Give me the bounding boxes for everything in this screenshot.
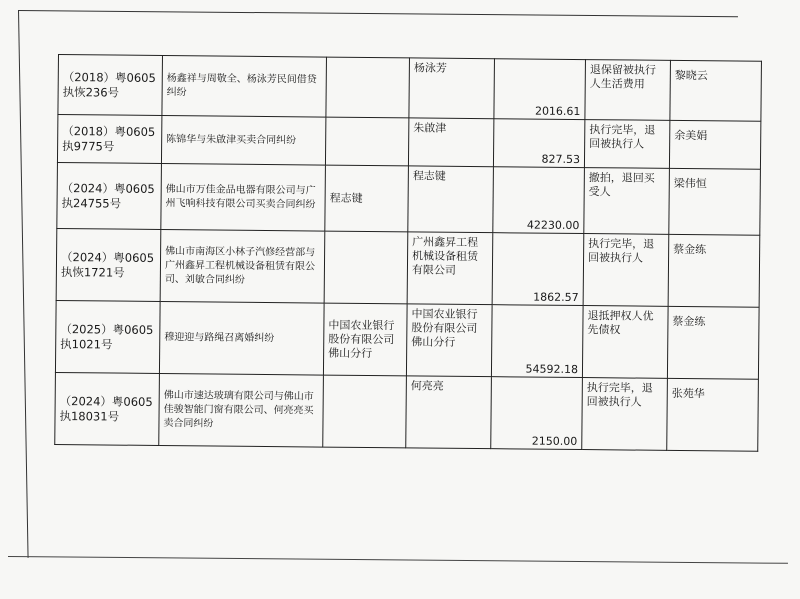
amount-cell: 2150.00 [491, 377, 583, 450]
judge-cell: 梁伟恒 [669, 168, 761, 235]
page-border-left [18, 10, 29, 558]
amount-cell: 827.53 [493, 119, 584, 168]
reason-cell: 执行完毕，退回被执行人 [583, 234, 669, 307]
case-number-cell: （2018）粤0605执恢236号 [58, 55, 163, 116]
judge-cell: 蔡金练 [668, 234, 760, 307]
judge-cell: 蔡金练 [667, 306, 759, 379]
judge-cell: 张苑华 [667, 378, 759, 451]
case-cause-cell: 陈锦华与朱啟津买卖合同纠纷 [161, 116, 325, 166]
case-cause-cell: 佛山市南海区小林子汽修经营部与广州鑫昇工程机械设备租赁有限公司、刘敏合同纠纷 [160, 229, 325, 303]
case-number-cell: （2024）粤0605执18031号 [55, 372, 160, 445]
reason-cell: 退保留被执行人生活费用 [585, 60, 671, 121]
table-row [58, 55, 762, 122]
refund-table [54, 54, 762, 452]
case-cause-cell: 佛山市速达玻璃有限公司与佛山市佳骏智能门窗有限公司、何亮亮买卖合同纠纷 [159, 373, 324, 447]
amount-cell: 42230.00 [493, 167, 585, 234]
page-border-top [18, 10, 738, 17]
case-cause-cell: 穆迎迎与路绳召离婚纠纷 [159, 301, 324, 375]
judge-cell: 余美娟 [669, 120, 760, 169]
reason-cell: 执行完毕，退回被执行人 [582, 378, 668, 451]
party-cell: 中国农业银行股份有限公司佛山分行 [323, 303, 407, 376]
amount-cell: 2016.61 [494, 59, 586, 120]
executed-party-cell: 何亮亮 [406, 376, 492, 449]
reason-cell: 撤拍，退回买受人 [584, 168, 670, 235]
case-cause-cell: 佛山市万佳金品电器有限公司与广州飞响科技有限公司买卖合同纠纷 [161, 163, 326, 231]
reason-cell: 退抵押权人优先债权 [582, 306, 668, 379]
table-row [55, 372, 759, 451]
executed-party-cell: 朱啟津 [408, 118, 493, 167]
table-row [57, 115, 760, 170]
reason-cell: 执行完毕，退回被执行人 [584, 120, 669, 169]
page-border-bottom [8, 556, 788, 564]
executed-party-cell: 广州鑫昇工程机械设备租赁有限公司 [407, 232, 493, 305]
case-cause-cell: 杨鑫祥与周敬全、杨泳芳民间借贷纠纷 [162, 56, 327, 118]
case-number-cell: （2024）粤0605执恢1721号 [56, 228, 161, 301]
party-cell [323, 375, 407, 448]
case-number-cell: （2018）粤0605执9775号 [57, 115, 161, 164]
case-number-cell: （2025）粤0605执1021号 [55, 300, 160, 373]
amount-cell: 54592.18 [491, 305, 583, 378]
party-cell [326, 57, 410, 118]
executed-party-cell: 杨泳芳 [409, 58, 495, 119]
table-row [57, 162, 761, 235]
party-cell: 程志键 [325, 165, 409, 232]
case-number-cell: （2024）粤0605执24755号 [57, 162, 162, 229]
table-row [56, 228, 760, 307]
party-cell [325, 117, 408, 166]
table-row [55, 300, 759, 379]
judge-cell: 黎晓云 [670, 60, 762, 121]
executed-party-cell: 中国农业银行股份有限公司佛山分行 [406, 304, 492, 377]
amount-cell: 1862.57 [492, 233, 584, 306]
party-cell [324, 231, 408, 304]
executed-party-cell: 程志键 [408, 166, 494, 233]
